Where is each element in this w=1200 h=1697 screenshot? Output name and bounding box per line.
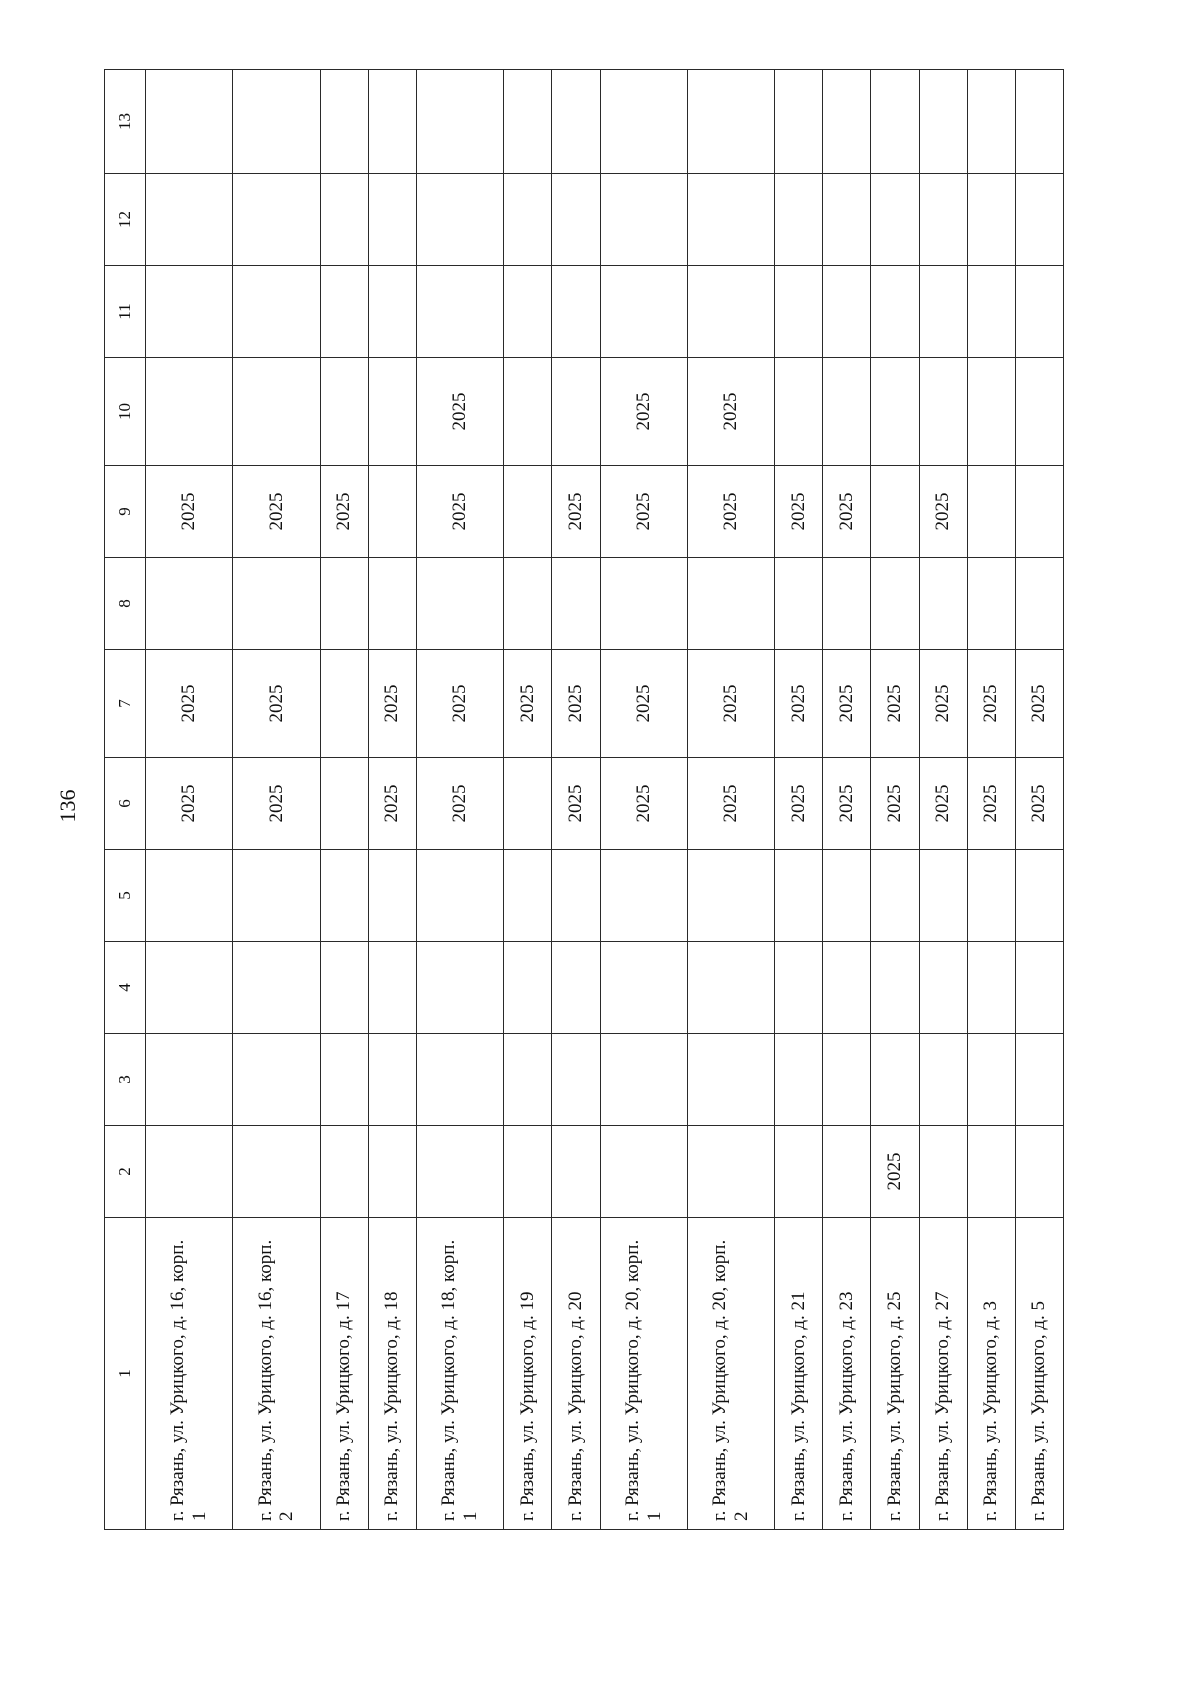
- year-cell: 2025: [552, 758, 600, 850]
- year-cell: [233, 358, 320, 466]
- table-row: [368, 70, 416, 1530]
- address-cell: г. Рязань, ул. Урицкого, д. 25: [871, 1218, 919, 1530]
- year-cell: [823, 174, 871, 266]
- year-cell: [146, 558, 233, 650]
- year-cell: [919, 850, 967, 942]
- address-cell: г. Рязань, ул. Урицкого, д. 16, корп. 2: [233, 1218, 320, 1530]
- year-cell: [504, 850, 552, 942]
- year-cell: [368, 358, 416, 466]
- year-cell: [233, 266, 320, 358]
- year-cell: [368, 942, 416, 1034]
- column-number-header: 13: [105, 70, 146, 174]
- year-cell: [600, 1034, 687, 1126]
- year-cell: [320, 942, 368, 1034]
- year-cell: [967, 1034, 1015, 1126]
- year-cell: 2025: [552, 466, 600, 558]
- year-cell: 2025: [416, 650, 503, 758]
- column-number-header: 3: [105, 1034, 146, 1126]
- rotated-table-wrapper: [104, 70, 1064, 1530]
- table-row: [919, 70, 967, 1530]
- year-cell: [1015, 558, 1063, 650]
- page-number: 136: [55, 789, 80, 823]
- year-cell: [552, 266, 600, 358]
- year-cell: 2025: [919, 466, 967, 558]
- year-cell: [775, 174, 823, 266]
- year-cell: [967, 266, 1015, 358]
- year-cell: [146, 1034, 233, 1126]
- year-cell: [320, 70, 368, 174]
- year-cell: [823, 1034, 871, 1126]
- year-cell: [504, 558, 552, 650]
- year-cell: [871, 558, 919, 650]
- year-cell: [775, 1034, 823, 1126]
- year-cell: [552, 1126, 600, 1218]
- year-cell: [233, 1034, 320, 1126]
- year-cell: [416, 266, 503, 358]
- year-cell: [320, 1034, 368, 1126]
- year-cell: [775, 850, 823, 942]
- year-cell: [600, 266, 687, 358]
- year-cell: [320, 650, 368, 758]
- year-cell: [320, 850, 368, 942]
- column-number-row: [105, 70, 146, 1530]
- year-cell: [504, 1034, 552, 1126]
- year-cell: [368, 266, 416, 358]
- year-cell: 2025: [967, 758, 1015, 850]
- year-cell: [823, 70, 871, 174]
- year-cell: [1015, 1034, 1063, 1126]
- year-cell: 2025: [233, 758, 320, 850]
- year-cell: [871, 358, 919, 466]
- year-cell: 2025: [1015, 650, 1063, 758]
- year-cell: [1015, 850, 1063, 942]
- year-cell: [320, 758, 368, 850]
- year-cell: 2025: [871, 758, 919, 850]
- year-cell: 2025: [146, 650, 233, 758]
- year-cell: [919, 942, 967, 1034]
- address-cell: г. Рязань, ул. Урицкого, д. 16, корп. 1: [146, 1218, 233, 1530]
- year-cell: 2025: [600, 650, 687, 758]
- year-cell: [823, 1126, 871, 1218]
- year-cell: [504, 174, 552, 266]
- column-number-header: 1: [105, 1218, 146, 1530]
- year-cell: [146, 850, 233, 942]
- year-cell: 2025: [416, 758, 503, 850]
- year-cell: [687, 1034, 774, 1126]
- year-cell: [775, 1126, 823, 1218]
- table-row: [233, 70, 320, 1530]
- year-cell: [552, 850, 600, 942]
- year-cell: [600, 70, 687, 174]
- year-cell: 2025: [871, 650, 919, 758]
- year-cell: [687, 558, 774, 650]
- column-number-header: 2: [105, 1126, 146, 1218]
- year-cell: [416, 70, 503, 174]
- column-number-header: 7: [105, 650, 146, 758]
- year-cell: [504, 70, 552, 174]
- year-cell: [368, 174, 416, 266]
- year-cell: [919, 174, 967, 266]
- year-cell: 2025: [919, 758, 967, 850]
- year-cell: 2025: [687, 650, 774, 758]
- year-cell: 2025: [919, 650, 967, 758]
- year-cell: [368, 1034, 416, 1126]
- year-cell: 2025: [368, 650, 416, 758]
- year-cell: 2025: [823, 650, 871, 758]
- year-cell: [1015, 942, 1063, 1034]
- column-number-header: 5: [105, 850, 146, 942]
- table-row: [967, 70, 1015, 1530]
- year-cell: 2025: [600, 358, 687, 466]
- table-row: [416, 70, 503, 1530]
- year-cell: [967, 558, 1015, 650]
- year-cell: 2025: [687, 758, 774, 850]
- year-cell: 2025: [368, 758, 416, 850]
- year-cell: [146, 942, 233, 1034]
- address-cell: г. Рязань, ул. Урицкого, д. 23: [823, 1218, 871, 1530]
- year-cell: [416, 558, 503, 650]
- year-cell: [967, 70, 1015, 174]
- year-cell: [552, 1034, 600, 1126]
- year-cell: [967, 174, 1015, 266]
- year-cell: [416, 1034, 503, 1126]
- year-cell: [687, 942, 774, 1034]
- year-cell: [775, 70, 823, 174]
- year-cell: [552, 174, 600, 266]
- year-cell: 2025: [600, 466, 687, 558]
- year-cell: 2025: [233, 650, 320, 758]
- year-cell: [416, 1126, 503, 1218]
- year-cell: [1015, 174, 1063, 266]
- year-cell: [1015, 1126, 1063, 1218]
- year-cell: 2025: [871, 1126, 919, 1218]
- column-number-header: 12: [105, 174, 146, 266]
- year-cell: [552, 558, 600, 650]
- year-cell: [600, 1126, 687, 1218]
- year-cell: [504, 358, 552, 466]
- year-cell: [416, 850, 503, 942]
- year-cell: [775, 558, 823, 650]
- year-cell: 2025: [775, 758, 823, 850]
- table-row: [775, 70, 823, 1530]
- year-cell: [552, 70, 600, 174]
- year-cell: [600, 942, 687, 1034]
- year-cell: [823, 850, 871, 942]
- year-cell: [967, 466, 1015, 558]
- year-cell: [967, 1126, 1015, 1218]
- table-row: [146, 70, 233, 1530]
- year-cell: [871, 466, 919, 558]
- year-cell: [967, 942, 1015, 1034]
- year-cell: [687, 70, 774, 174]
- works-schedule-table: [104, 69, 1064, 1530]
- year-cell: [504, 266, 552, 358]
- table-row: [871, 70, 919, 1530]
- table-row: [552, 70, 600, 1530]
- year-cell: [233, 174, 320, 266]
- year-cell: 2025: [775, 466, 823, 558]
- year-cell: 2025: [146, 466, 233, 558]
- year-cell: [146, 266, 233, 358]
- year-cell: [871, 850, 919, 942]
- year-cell: [504, 1126, 552, 1218]
- year-cell: 2025: [967, 650, 1015, 758]
- year-cell: 2025: [687, 466, 774, 558]
- year-cell: [823, 942, 871, 1034]
- year-cell: 2025: [823, 758, 871, 850]
- table-row: [504, 70, 552, 1530]
- year-cell: [368, 850, 416, 942]
- address-cell: г. Рязань, ул. Урицкого, д. 17: [320, 1218, 368, 1530]
- year-cell: 2025: [233, 466, 320, 558]
- column-number-header: 9: [105, 466, 146, 558]
- year-cell: [416, 174, 503, 266]
- year-cell: [416, 942, 503, 1034]
- year-cell: [504, 942, 552, 1034]
- year-cell: 2025: [687, 358, 774, 466]
- year-cell: [320, 266, 368, 358]
- column-number-header: 8: [105, 558, 146, 650]
- year-cell: [320, 558, 368, 650]
- year-cell: 2025: [416, 466, 503, 558]
- year-cell: [687, 1126, 774, 1218]
- address-cell: г. Рязань, ул. Урицкого, д. 21: [775, 1218, 823, 1530]
- year-cell: [1015, 266, 1063, 358]
- year-cell: 2025: [552, 650, 600, 758]
- year-cell: 2025: [600, 758, 687, 850]
- year-cell: [320, 1126, 368, 1218]
- year-cell: [919, 1034, 967, 1126]
- table-row: [600, 70, 687, 1530]
- year-cell: [146, 358, 233, 466]
- table-row: [687, 70, 774, 1530]
- year-cell: [919, 70, 967, 174]
- year-cell: [233, 850, 320, 942]
- table-row: [320, 70, 368, 1530]
- address-cell: г. Рязань, ул. Урицкого, д. 18, корп. 1: [416, 1218, 503, 1530]
- year-cell: [823, 558, 871, 650]
- year-cell: [871, 1034, 919, 1126]
- year-cell: [233, 558, 320, 650]
- year-cell: [233, 1126, 320, 1218]
- year-cell: [871, 266, 919, 358]
- year-cell: [600, 558, 687, 650]
- year-cell: [504, 466, 552, 558]
- year-cell: 2025: [504, 650, 552, 758]
- year-cell: [552, 942, 600, 1034]
- year-cell: [919, 266, 967, 358]
- year-cell: [871, 174, 919, 266]
- year-cell: [600, 850, 687, 942]
- column-number-header: 10: [105, 358, 146, 466]
- year-cell: [919, 558, 967, 650]
- year-cell: [320, 174, 368, 266]
- year-cell: [775, 358, 823, 466]
- table-body: [146, 70, 1064, 1530]
- table-row: [1015, 70, 1063, 1530]
- year-cell: [871, 942, 919, 1034]
- year-cell: [967, 850, 1015, 942]
- column-number-header: 11: [105, 266, 146, 358]
- year-cell: [919, 358, 967, 466]
- column-number-header: 6: [105, 758, 146, 850]
- column-number-header: 4: [105, 942, 146, 1034]
- year-cell: 2025: [146, 758, 233, 850]
- year-cell: [504, 758, 552, 850]
- year-cell: [687, 850, 774, 942]
- year-cell: [919, 1126, 967, 1218]
- year-cell: [775, 942, 823, 1034]
- year-cell: [146, 70, 233, 174]
- year-cell: [1015, 70, 1063, 174]
- year-cell: [146, 174, 233, 266]
- address-cell: г. Рязань, ул. Урицкого, д. 20, корп. 2: [687, 1218, 774, 1530]
- year-cell: [1015, 358, 1063, 466]
- year-cell: [1015, 466, 1063, 558]
- year-cell: [600, 174, 687, 266]
- year-cell: [552, 358, 600, 466]
- year-cell: 2025: [823, 466, 871, 558]
- year-cell: [687, 174, 774, 266]
- address-cell: г. Рязань, ул. Урицкого, д. 19: [504, 1218, 552, 1530]
- year-cell: [320, 358, 368, 466]
- year-cell: 2025: [775, 650, 823, 758]
- year-cell: [233, 942, 320, 1034]
- year-cell: [146, 1126, 233, 1218]
- year-cell: [368, 558, 416, 650]
- address-cell: г. Рязань, ул. Урицкого, д. 20, корп. 1: [600, 1218, 687, 1530]
- address-cell: г. Рязань, ул. Урицкого, д. 5: [1015, 1218, 1063, 1530]
- year-cell: [368, 70, 416, 174]
- address-cell: г. Рязань, ул. Урицкого, д. 3: [967, 1218, 1015, 1530]
- year-cell: [368, 466, 416, 558]
- address-cell: г. Рязань, ул. Урицкого, д. 27: [919, 1218, 967, 1530]
- address-cell: г. Рязань, ул. Урицкого, д. 20: [552, 1218, 600, 1530]
- year-cell: [823, 266, 871, 358]
- year-cell: [233, 70, 320, 174]
- year-cell: [775, 266, 823, 358]
- year-cell: [823, 358, 871, 466]
- year-cell: [368, 1126, 416, 1218]
- year-cell: [967, 358, 1015, 466]
- year-cell: [871, 70, 919, 174]
- year-cell: [687, 266, 774, 358]
- address-cell: г. Рязань, ул. Урицкого, д. 18: [368, 1218, 416, 1530]
- year-cell: 2025: [320, 466, 368, 558]
- table-row: [823, 70, 871, 1530]
- year-cell: 2025: [416, 358, 503, 466]
- year-cell: 2025: [1015, 758, 1063, 850]
